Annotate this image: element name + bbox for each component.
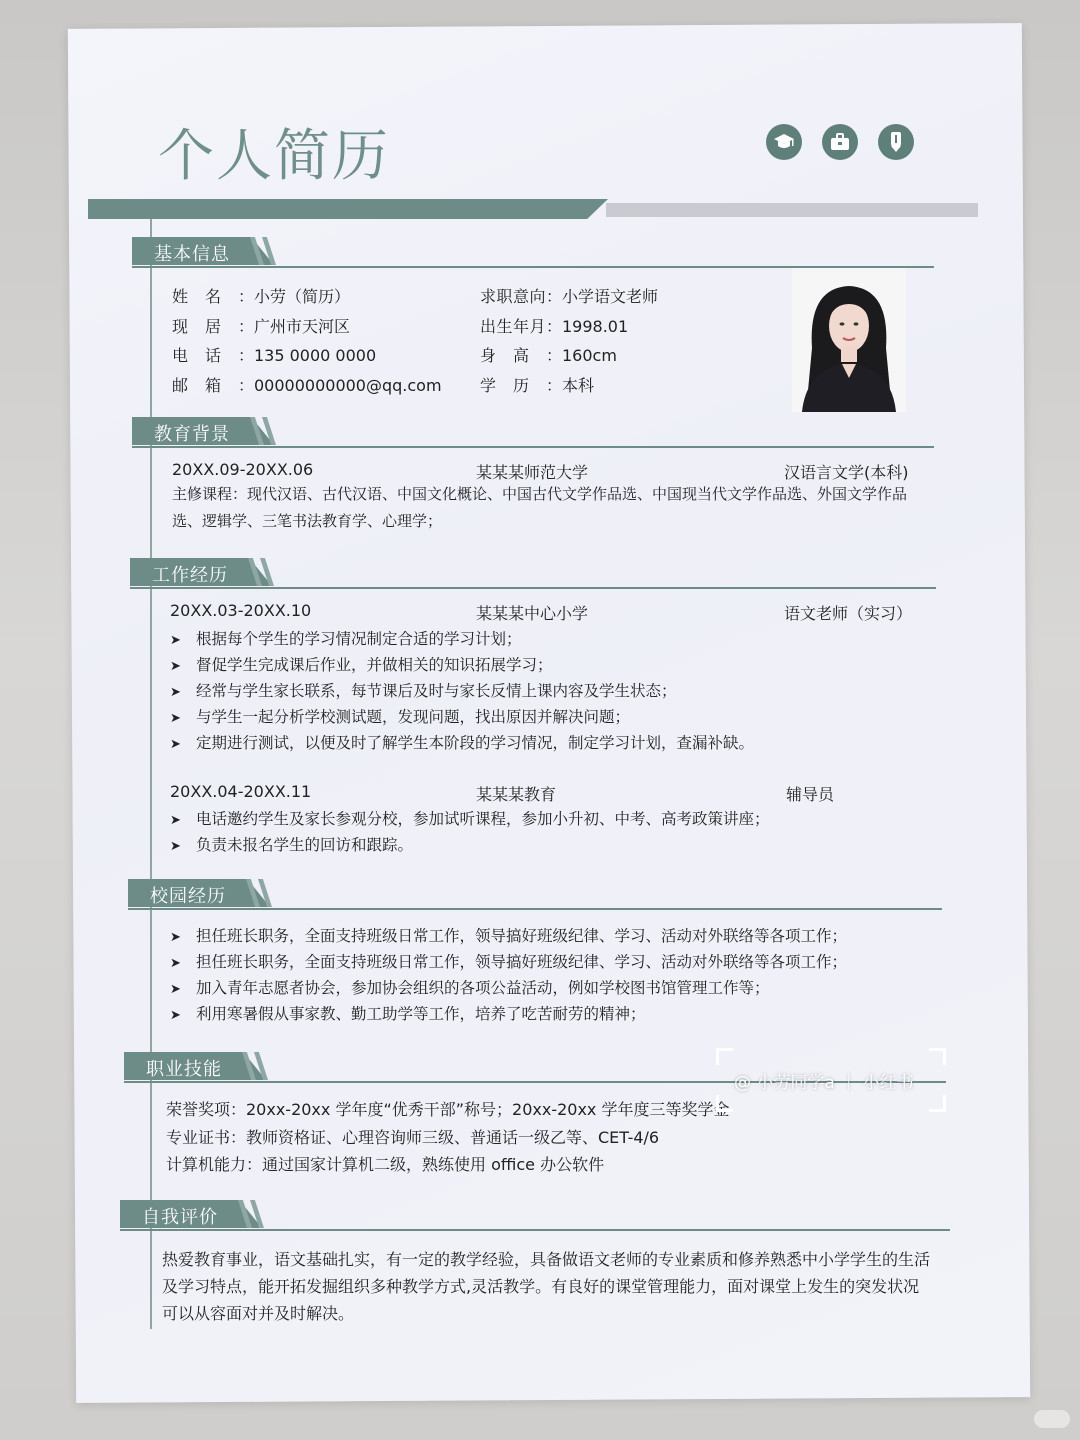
work-2-bullet: ➤ 负责未报名学生的回访和跟踪。	[170, 836, 414, 854]
campus-bullet: ➤ 利用寒暑假从事家教、勤工助学等工作，培养了吃苦耐劳的精神；	[170, 1005, 646, 1023]
work-2-org: 某某某教育	[476, 785, 557, 804]
work-1-role: 语文老师（实习）	[784, 604, 913, 623]
pencil-icon	[878, 124, 914, 160]
profile-photo	[792, 268, 906, 412]
resume-title: 个人简历	[158, 124, 390, 189]
section-campus	[128, 879, 942, 909]
corner-badge	[1034, 1410, 1070, 1428]
degree-value: 本科	[562, 376, 595, 395]
birth-value: 1998.01	[562, 317, 629, 336]
work-2-bullet: ➤ 电话邀约学生及家长参观分校，参加试听课程，参加小升初、中考、高考政策讲座；	[170, 810, 770, 828]
phone-value: 135 0000 0000	[254, 346, 377, 365]
intent-row: 求职意向：小学语文老师	[480, 287, 659, 306]
campus-bullet: ➤ 担任班长职务，全面支持班级日常工作，领导搞好班级纪律、学习、活动对外联络等各项工作；	[170, 927, 848, 945]
work-1-period: 20XX.03-20XX.10	[170, 601, 312, 620]
self-eval-text: 热爱教育事业，语文基础扎实，有一定的教学经验，具备做语文老师的专业素质和修养熟悉中小学学生的生活及学习特点，能开拓发掘组织多种教学方式,灵活教学。有良好的课堂管理能力，面对课堂上发生的突发状况可以从容面对并及时解决。	[162, 1250, 931, 1323]
name-row: 姓名：小劳（简历）	[172, 287, 351, 306]
section-work-label: 工作经历	[152, 565, 228, 586]
header-icons	[766, 124, 914, 160]
section-education	[132, 417, 934, 447]
birth-row: 出生年月：1998.01	[480, 317, 629, 336]
phone-row: 电话：135 0000 0000	[172, 346, 377, 365]
section-self-eval-label: 自我评价	[142, 1207, 218, 1228]
work-1-bullet: ➤ 经常与学生家长联系，每节课后及时与家长反情上课内容及学生状态；	[170, 682, 677, 700]
height-row: 身高：160cm	[480, 346, 617, 365]
edu-major: 汉语言文学(本科)	[784, 463, 909, 482]
header-grey-bar	[606, 203, 978, 217]
watermark-text: @ 小劳同学a ｜ 小红书	[734, 1073, 914, 1093]
section-basic-info-label: 基本信息	[154, 244, 230, 265]
section-education-label: 教育背景	[154, 424, 230, 445]
section-basic-info	[132, 237, 934, 267]
graduation-cap-icon	[766, 124, 802, 160]
section-work	[130, 558, 936, 588]
work-2-role: 辅导员	[786, 785, 835, 804]
campus-bullet: ➤ 加入青年志愿者协会，参加协会组织的各项公益活动，例如学校图书馆管理工作等；	[170, 979, 770, 997]
residence-row: 现居：广州市天河区	[172, 317, 351, 336]
work-1-bullet: ➤ 与学生一起分析学校测试题，发现问题，找出原因并解决问题；	[170, 708, 631, 726]
skills-awards: 荣誉奖项：20xx-20xx 学年度“优秀干部”称号；20xx-20xx 学年度三等奖学金	[166, 1100, 730, 1119]
timeline-line	[150, 219, 152, 1329]
name-value: 小劳（简历）	[254, 287, 351, 306]
work-1-bullet: ➤ 根据每个学生的学习情况制定合适的学习计划；	[170, 630, 522, 648]
work-1-bullet: ➤ 督促学生完成课后作业，并做相关的知识拓展学习；	[170, 656, 553, 674]
intent-value: 小学语文老师	[562, 287, 659, 306]
work-1-org: 某某某中心小学	[476, 604, 589, 623]
campus-bullet: ➤ 担任班长职务，全面支持班级日常工作，领导搞好班级纪律、学习、活动对外联络等各项工作；	[170, 953, 848, 971]
watermark	[716, 1048, 946, 1112]
skills-computer: 计算机能力：通过国家计算机二级，熟练使用 office 办公软件	[166, 1155, 605, 1174]
height-value: 160cm	[562, 346, 617, 365]
email-value: 00000000000@qq.com	[254, 376, 442, 395]
section-self-eval	[120, 1200, 950, 1230]
section-campus-label: 校园经历	[150, 886, 226, 907]
edu-courses: 主修课程：现代汉语、古代汉语、中国文化概论、中国古代文学作品选、中国现当代文学作品选、外国文学作品选、逻辑学、三笔书法教育学、心理学；	[172, 485, 908, 530]
email-row: 邮箱：00000000000@qq.com	[172, 376, 442, 395]
degree-row: 学历：本科	[480, 376, 595, 395]
residence-value: 广州市天河区	[254, 317, 351, 336]
briefcase-icon	[822, 124, 858, 160]
edu-school: 某某某师范大学	[476, 463, 589, 482]
section-skills-label: 职业技能	[146, 1059, 222, 1080]
header-accent-bar	[88, 199, 608, 219]
edu-period: 20XX.09-20XX.06	[172, 460, 314, 479]
work-2-period: 20XX.04-20XX.11	[170, 782, 312, 801]
skills-certs: 专业证书：教师资格证、心理咨询师三级、普通话一级乙等、CET-4/6	[166, 1128, 660, 1147]
work-1-bullet: ➤ 定期进行测试，以便及时了解学生本阶段的学习情况，制定学习计划，查漏补缺。	[170, 734, 755, 752]
